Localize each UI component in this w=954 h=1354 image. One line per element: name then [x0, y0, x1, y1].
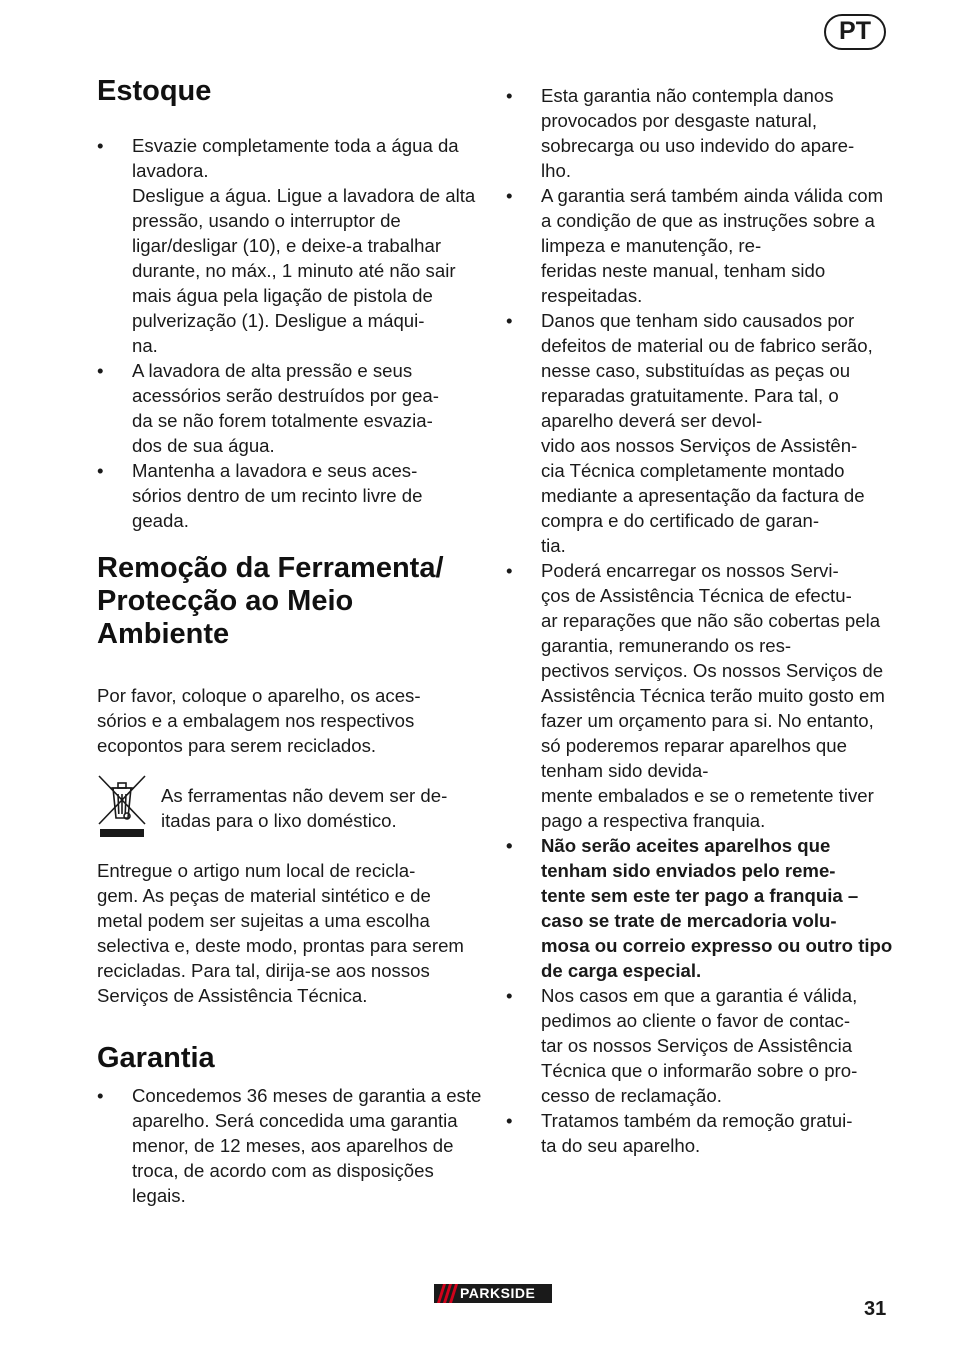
heading-estoque: Estoque: [97, 75, 212, 107]
list-item: • Nos casos em que a garantia é válida, pedimos ao cliente o favor de contac- tar os nossos Serviços de Assistência Técnica que o informarão sobre o pro- cesso de reclamação.: [506, 985, 858, 1106]
weee-text: As ferramentas não devem ser de- itadas para o lixo doméstico.: [161, 785, 448, 831]
list-item: • Poderá encarregar os nossos Servi- ços de Assistência Técnica de efectu- ar reparações que não são cobertas pela garantia, remunerando os res- pectivos serviços. Os nossos Serviços de Assistência Técnica terão muito gosto em fazer um orçamento para si. No entanto, só poderemos reparar aparelhos que tenham sido devida- mente embalados e se o remetente tiver pago a respectiva franquia.: [506, 560, 885, 831]
garantia-list: [97, 1083, 482, 1208]
list-item-text: Esta garantia não contempla danos provocados por desgaste natural, sobrecarga ou uso indevido do apare- lho.: [541, 85, 855, 181]
warranty-conditions-list: [506, 83, 898, 1158]
brand-logo: [434, 1284, 552, 1303]
weee-crossed-bin-icon: [97, 774, 147, 838]
list-item: • A garantia será também ainda válida com a condição de que as instruções sobre a limpeza e manutenção, re- feridas neste manual, tenham sido respeitadas.: [506, 185, 884, 306]
list-item-text: Nos casos em que a garantia é válida, pedimos ao cliente o favor de contac- tar os nossos Serviços de Assistência Técnica que o informarão sobre o pro- cesso de reclamação.: [541, 985, 858, 1106]
list-item-text: A lavadora de alta pressão e seus acessórios serão destruídos por gea- da se não forem totalmente esvazia- dos de sua água.: [132, 360, 439, 456]
list-item: • Tratamos também da remoção gratui- ta do seu aparelho.: [506, 1110, 853, 1156]
brand-name: PARKSIDE: [460, 1285, 536, 1301]
heading-removal: Remoção da Ferramenta/ Protecção ao Meio Ambiente: [97, 552, 444, 650]
language-badge: PT: [824, 14, 886, 50]
page-number: 31: [864, 1298, 887, 1320]
removal-paragraph-2: Entregue o artigo num local de recicla- gem. As peças de material sintético e de metal podem ser sujeitas a uma escolha selectiva e, deste modo, prontas para serem recicladas. Para tal, dirija-se aos nossos Serviços de Assistência Técnica.: [97, 860, 464, 1006]
logo-stripes-icon: [434, 1284, 460, 1303]
list-item-text: Tratamos também da remoção gratui- ta do seu aparelho.: [541, 1110, 853, 1156]
list-item: • Esta garantia não contempla danos provocados por desgaste natural, sobrecarga ou uso indevido do apare- lho.: [506, 85, 855, 181]
list-item: • Concedemos 36 meses de garantia a este aparelho. Será concedida uma garantia menor, de 12 meses, aos aparelhos de troca, de acordo com as disposições legais.: [97, 1085, 482, 1206]
list-item-text: Não serão aceites aparelhos que tenham sido enviados pelo reme- tente sem este ter pago a franquia – caso se trate de mercadoria volu- mosa ou correio expresso ou outro tipo de carga especial.: [541, 835, 893, 981]
list-item-text: A garantia será também ainda válida com a condição de que as instruções sobre a limpeza e manutenção, re- feridas neste manual, tenham sido respeitadas.: [541, 185, 884, 306]
heading-garantia: Garantia: [97, 1042, 215, 1074]
estoque-list: [97, 133, 482, 533]
list-item: • A lavadora de alta pressão e seus acessórios serão destruídos por gea- da se não forem totalmente esvazia- dos de sua água.: [97, 360, 439, 456]
list-item-bold: • Não serão aceites aparelhos que tenham sido enviados pelo reme- tente sem este ter pago a franquia – caso se trate de mercadoria volu- mosa ou correio expresso ou outro tipo de carga especial.: [506, 835, 893, 981]
list-item-text: Poderá encarregar os nossos Servi- ços de Assistência Técnica de efectu- ar reparações que não são cobertas pela garantia, remunerando os res- pectivos serviços. Os nossos Serviços de Assistência Técnica terão muito gosto em fazer um orçamento para si. No entanto, só poderemos reparar aparelhos que tenham sido devida- mente embalados e se o remetente tiver pago a respectiva franquia.: [541, 560, 885, 831]
list-item: • Esvazie completamente toda a água da lavadora. Desligue a água. Ligue a lavadora de alta pressão, usando o interruptor de ligar/desligar (10), e deixe-a trabalhar durante, no máx., 1 minuto até não sair mais água pela ligação de pistola de pulverização (1). Desligue a máqui- na.: [97, 135, 476, 356]
removal-paragraph-1: Por favor, coloque o aparelho, os aces- sórios e a embalagem nos respectivos ecopontos para serem reciclados.: [97, 685, 421, 756]
list-item-text: Esvazie completamente toda a água da lavadora. Desligue a água. Ligue a lavadora de alta pressão, usando o interruptor de ligar/desligar (10), e deixe-a trabalhar durante, no máx., 1 minuto até não sair mais água pela ligação de pistola de pulverização (1). Desligue a máqui- na.: [132, 135, 476, 356]
list-item: • Danos que tenham sido causados por defeitos de material ou de fabrico serão, nesse caso, substituídas as peças ou reparadas gratuitamente. Para tal, o aparelho deverá ser devol- vido aos nossos Serviços de Assistên- cia Técnica completamente montado mediante a apresentação da factura de compra e do certificado de garan- tia.: [506, 310, 873, 556]
list-item-text: Concedemos 36 meses de garantia a este aparelho. Será concedida uma garantia menor, de 12 meses, aos aparelhos de troca, de acordo com as disposições legais.: [132, 1085, 482, 1206]
list-item: • Mantenha a lavadora e seus aces- sórios dentro de um recinto livre de geada.: [97, 460, 423, 531]
list-item-text: Danos que tenham sido causados por defeitos de material ou de fabrico serão, nesse caso, substituídas as peças ou reparadas gratuitamente. Para tal, o aparelho deverá ser devol- vido aos nossos Serviços de Assistên- cia Técnica completamente montado mediante a apresentação da factura de compra e do certificado de garan- tia.: [541, 310, 873, 556]
list-item-text: Mantenha a lavadora e seus aces- sórios dentro de um recinto livre de geada.: [132, 460, 423, 531]
